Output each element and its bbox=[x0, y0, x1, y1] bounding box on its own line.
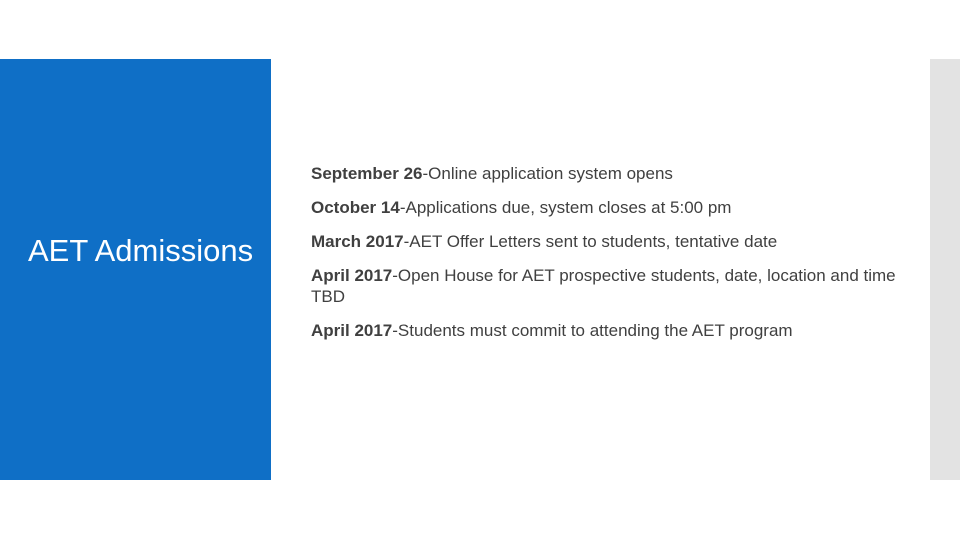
side-bar bbox=[930, 59, 960, 480]
list-item bbox=[311, 231, 921, 252]
timeline-list bbox=[311, 163, 921, 354]
list-item bbox=[311, 320, 921, 341]
item-date: March 2017 bbox=[311, 232, 404, 251]
item-text: -Applications due, system closes at 5:00 pm bbox=[399, 198, 732, 217]
item-date: October 14 bbox=[311, 198, 400, 217]
slide-title: AET Admissions bbox=[28, 233, 254, 268]
item-text: -Students must commit to attending the AET program bbox=[392, 321, 793, 340]
item-text: -Online application system opens bbox=[422, 164, 673, 183]
item-date: April 2017 bbox=[311, 266, 393, 285]
list-item bbox=[311, 163, 921, 184]
item-text: -Open House for AET prospective students, date, location and time TBD bbox=[311, 266, 896, 306]
item-text: -AET Offer Letters sent to students, tentative date bbox=[403, 232, 778, 251]
list-item bbox=[311, 197, 921, 218]
list-item bbox=[311, 265, 921, 307]
item-date: September 26 bbox=[311, 164, 423, 183]
item-date: April 2017 bbox=[311, 321, 393, 340]
